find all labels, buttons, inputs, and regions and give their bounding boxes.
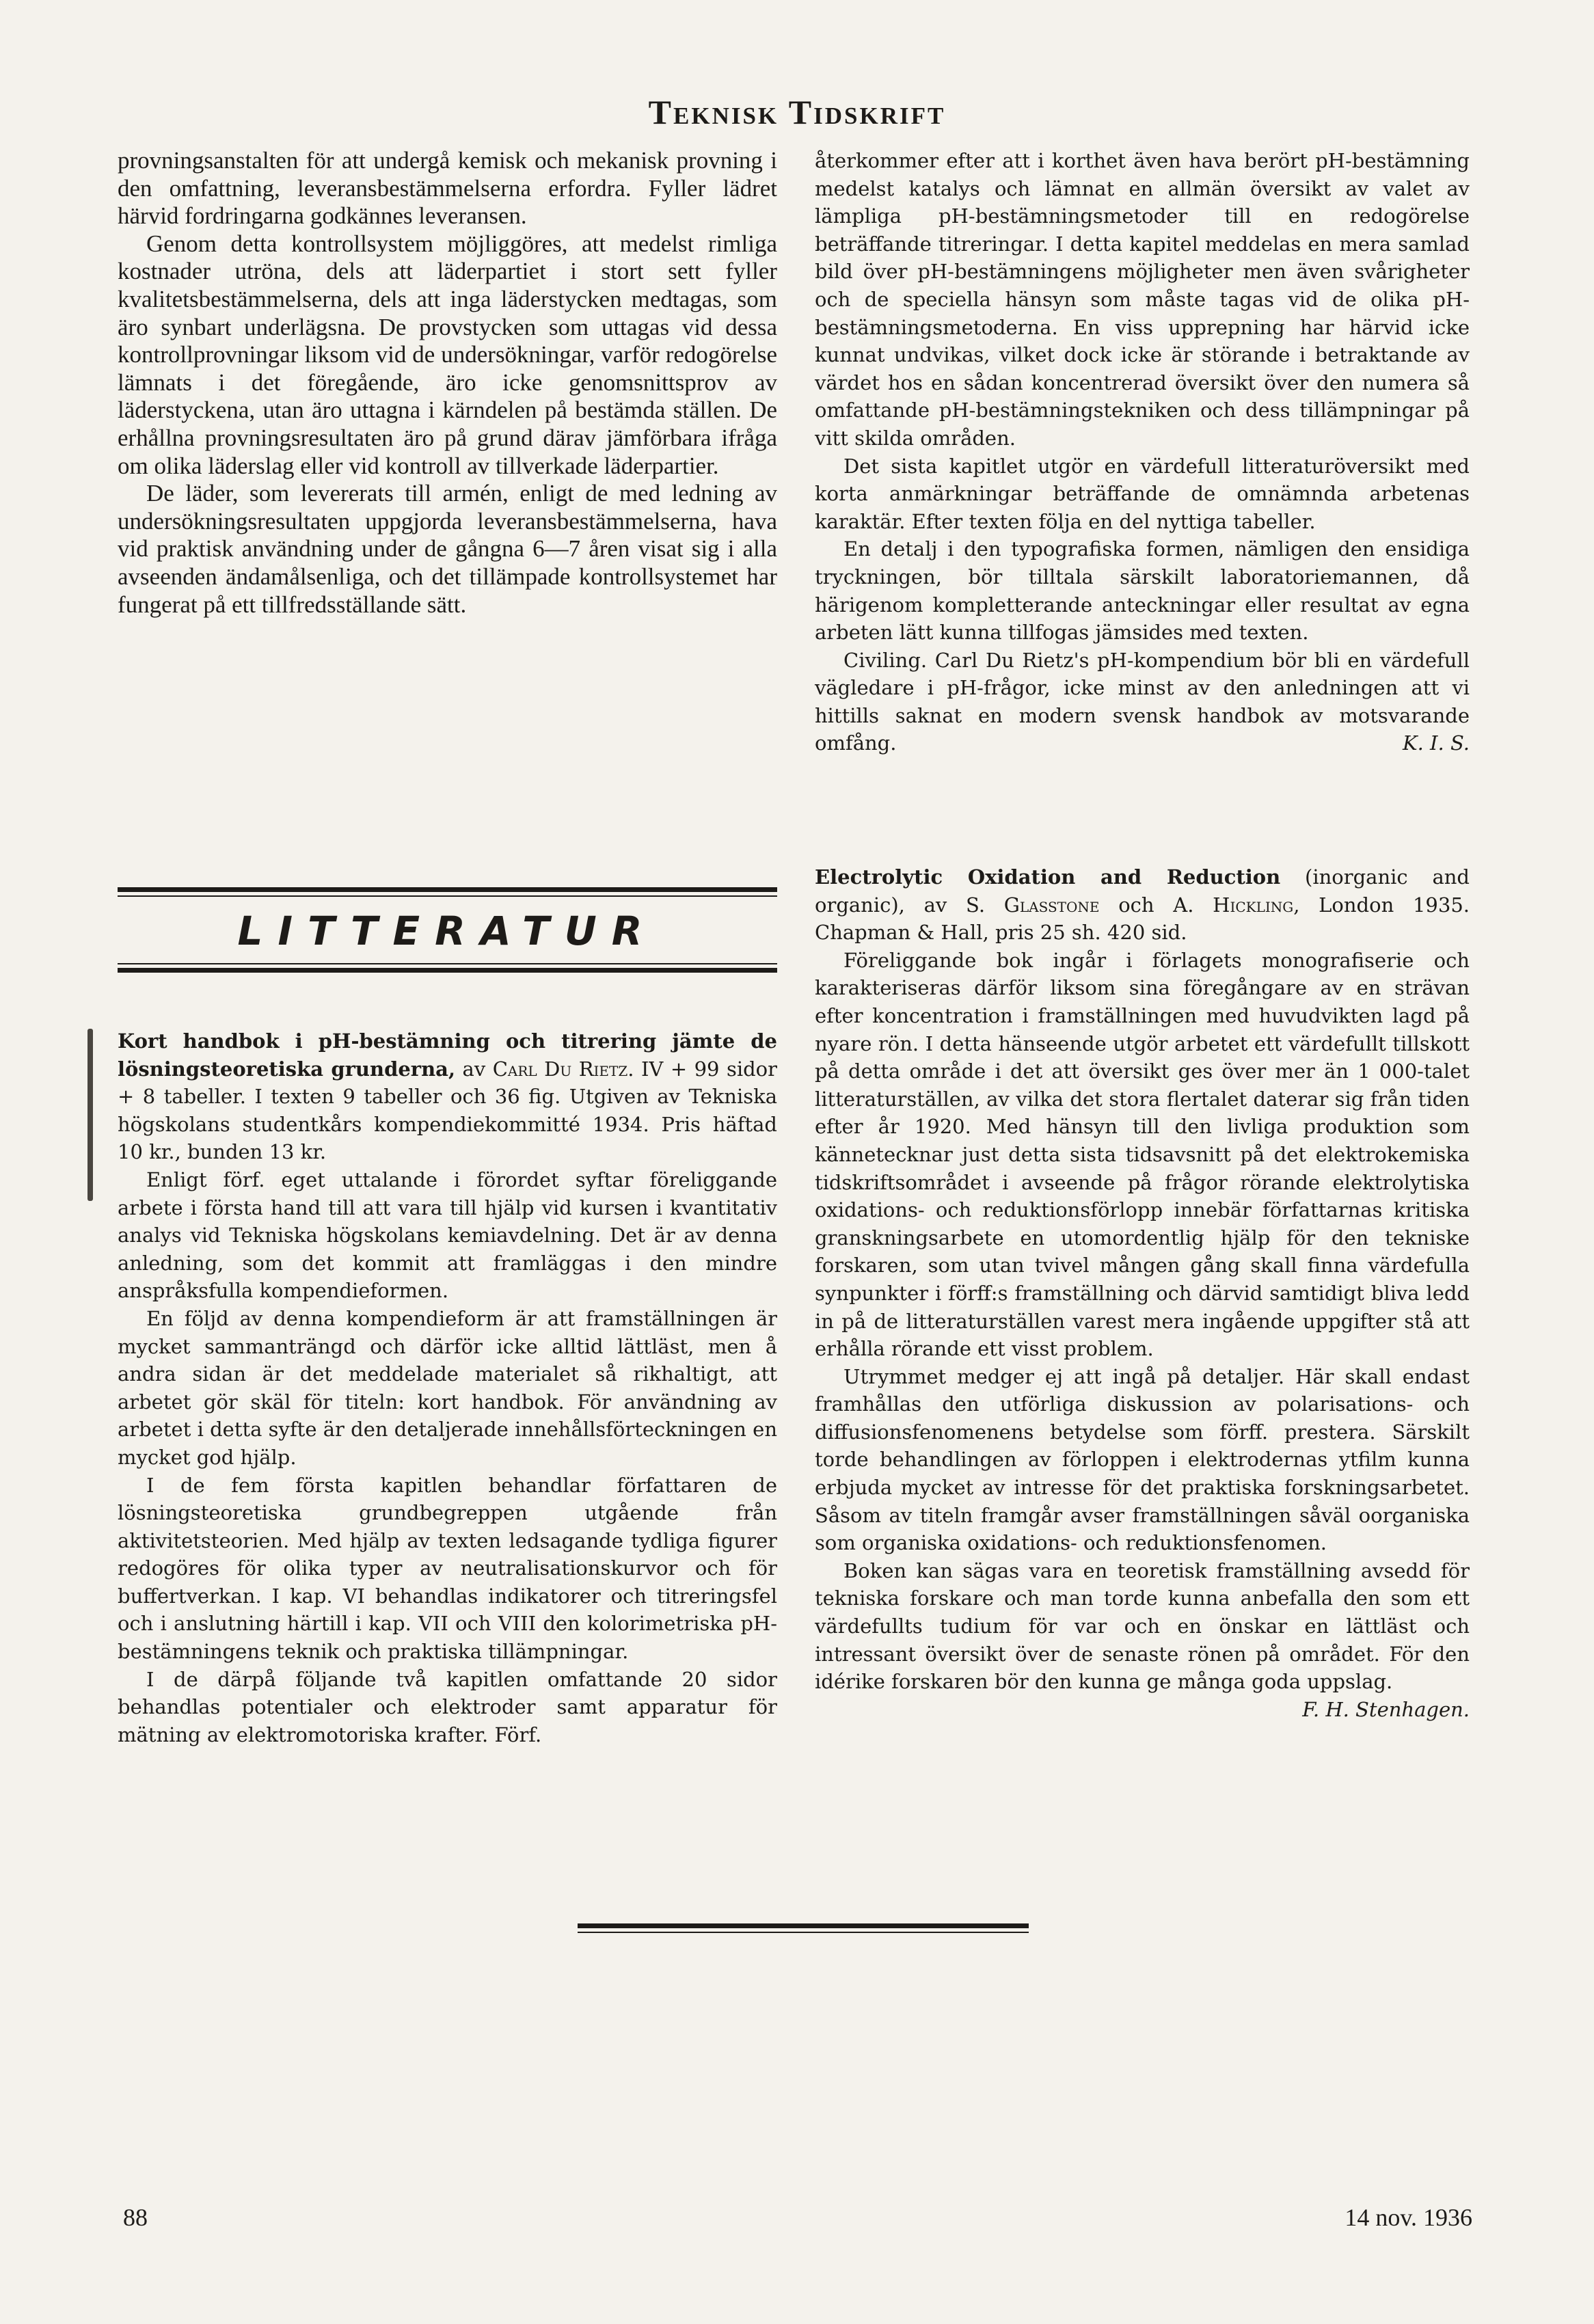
signature: F. H. Stenhagen. xyxy=(1302,1697,1470,1721)
divider xyxy=(118,963,777,964)
review-electrolytic-oxidation xyxy=(815,863,1470,1723)
divider xyxy=(118,887,777,892)
and-text: och xyxy=(1099,893,1174,917)
paragraph: Det sista kapitlet utgör en värdefull litteraturöversikt med korta anmärkningar beträffande de omnämnda arbetenas karaktär. Efter texten följa en del nyttiga tabeller. xyxy=(815,454,1470,533)
review-citation xyxy=(815,863,1470,947)
section-title: LITTERATUR xyxy=(237,908,658,954)
book-title: Electrolytic Oxidation and Reduction xyxy=(815,865,1281,889)
by-text: av xyxy=(462,1057,486,1081)
paragraph: En detalj i den typografiska formen, nämligen den ensidiga tryckningen, bör tilltala särskilt laboratoriemannen, då härigenom kompletterande anteckningar eller resultat av egna arbeten lätt kunna tillfogas jämsides med texten. xyxy=(815,537,1470,645)
paragraph: Enligt förf. eget uttalande i förordet syftar föreliggande arbete i första hand till att vara till hjälp vid kursen i kvantitativ analys vid Tekniska högskolans kemiavdelning. Det är av denna anledning, som det kommit att framläggas i den mindre anspråksfulla kompendieformen. xyxy=(118,1167,777,1303)
divider xyxy=(578,1932,1029,1933)
page-number: 88 xyxy=(123,2204,148,2231)
paragraph xyxy=(815,1557,1470,1721)
paragraph: Utrymmet medger ej att ingå på detaljer. Här skall endast framhållas den utförliga diskussion av polarisations- och diffusionsfenomenens betydelse som förff. prestera. Särskilt torde behandlingen av förloppen i elektrodernas ytfilm kunna erbjuda mycket av intresse för det praktiska forskningsarbetet. Såsom av titeln framgår avser framställningen såväl oorganiska som organiska oxidations- och reduktionsfenomen. xyxy=(815,1364,1470,1555)
divider xyxy=(578,1923,1029,1928)
paragraph: provningsanstalten för att undergå kemisk och mekanisk provning i den omfattning, leveransbestämmelserna erfordra. Fyller lädret härvid fordringarna godkännes leveransen. xyxy=(118,147,777,230)
book-author: A. Hickling xyxy=(1173,893,1294,917)
section-heading-band xyxy=(118,887,777,977)
divider xyxy=(118,895,777,897)
paragraph: I de därpå följande två kapitlen omfattande 20 sidor behandlas potentialer och elektroder samt apparatur för mätning av elektromotoriska krafter. Förf. xyxy=(118,1667,777,1746)
review-citation xyxy=(118,1027,777,1166)
book-author: Carl Du Rietz xyxy=(492,1057,628,1081)
paragraph: återkommer efter att i korthet även hava berört pH-bestämning medelst katalys och lämnat en allmän översikt av valet av lämpliga pH-bestämningsmetoder till en redogörelse beträffande titreringar. I detta kapitel meddelas en mera samlad bild över pH-bestämningens möjligheter men även svårigheter och de speciella hänsyn som måste tagas vid de olika pH-bestämningsmetoderna. En viss upprepning har härvid icke kunnat undvikas, vilket dock icke är störande i betraktande av värdet hos en sådan koncentrerad översikt över den numera så omfattande pH-bestämningstekniken och dess tillämpningar på vitt skilda områden. xyxy=(815,149,1470,450)
book-details: , London 1935. Chapman & Hall, pris 25 sh. 420 sid. xyxy=(815,893,1470,945)
paragraph: En följd av denna kompendieform är att framställningen är mycket sammanträngd och därför icke alltid lättläst, men å andra sidan är det meddelade materialet så rikhaltigt, att arbetet gör skäl för titeln: kort handbok. För användning av arbetet i detta syfte är den detaljerade innehållsförteckningen en mycket god hjälp. xyxy=(118,1306,777,1469)
journal-header: Teknisk Tidskrift xyxy=(648,93,946,131)
paragraph-text: Boken kan sägas vara en teoretisk framställning avsedd för tekniska forskare och man torde kunna anbefalla den som ett värdefullts tudium för var och en önskar en lättläst och intressant översikt över de senaste rönen på området. För den idérike forskaren bör den kunna ge många goda uppslag. xyxy=(815,1558,1470,1694)
review-pH-handbook xyxy=(118,1027,777,1748)
paragraph: Föreliggande bok ingår i förlagets monografiserie och karakteriseras därför liksom sina föregångare av en strävan efter koncentration i framställningen med huvudvikten lagd på nyare rön. I detta hänseende utgör arbetet ett värdefullt tillskott på detta område i det att översikt ges över mer än 1 000-talet litteraturställen, av vilka det stora flertalet daterar sig från tiden efter år 1920. Med hänsyn till den livliga produktion som kännetecknar just detta sista tidsavsnitt på det elektrokemiska tidskriftsområdet i avseende på frågor rörande elektrolytiska oxidations- och reduktionsförlopp innebär författarnas kritiska granskningsarbete en utomordentlig hjälp för den tekniske forskaren, som utan tvivel mången gång skall finna värdefulla synpunkter i förff:s framställning och därvid samtidigt bliva ledd in på de litteraturställen varest mera ingående uppgifter stå att erhålla rörande ett visst problem. xyxy=(815,948,1470,1361)
divider xyxy=(118,968,777,973)
book-details: . IV + 99 sidor + 8 tabeller. I texten 9 tabeller och 36 fig. Utgiven av Tekniska högskolans studentkårs kompendiekommitté 1934. Pris häftad 10 kr., bunden 13 kr. xyxy=(118,1057,778,1164)
left-column-article xyxy=(118,147,777,619)
book-subtitle: (inorganic and organic), av xyxy=(815,865,1470,917)
book-author: S. Glasstone xyxy=(965,893,1100,917)
paragraph xyxy=(815,647,1470,757)
signature: K. I. S. xyxy=(1402,731,1470,755)
paragraph: De läder, som levererats till armén, enligt de med ledning av undersökningsresultaten uppgjorda leveransbestämmelserna, hava vid praktisk användning under de gångna 6—7 åren visat sig i alla avseenden ändamålsenliga, och det tillämpade kontrollsystemet har fungerat på ett tillfredsställande sätt. xyxy=(118,480,777,618)
margin-mark xyxy=(87,1029,93,1201)
book-title: Kort handbok i pH-bestämning och titrering jämte de lösningsteoretiska grunderna, xyxy=(118,1029,777,1081)
issue-date: 14 nov. 1936 xyxy=(1345,2204,1472,2231)
paragraph: Genom detta kontrollsystem möjliggöres, att medelst rimliga kostnader utröna, dels att läderpartiet i stort sett fyller kvalitetsbestämmelserna, dels att inga läderstycken medtagas, som äro synbart underlägsna. De provstycken som uttagas vid dessa kontrollprovningar liksom vid de undersökningar, varför redogörelse lämnats i det föregående, äro icke genomsnittsprov av läderstyckena, utan äro uttagna i kärndelen på bestämda ställen. De erhållna provningsresultaten äro på grund därav jämförbara ifråga om olika läderslag eller vid kontroll av tillverkade läderpartier. xyxy=(118,230,777,479)
right-column-review-continued xyxy=(815,147,1470,757)
paragraph-text: Civiling. Carl Du Rietz's pH-kompendium bör bli en värdefull vägledare i pH-frågor, icke minst av den anledningen att vi hittills saknat en modern svensk handbok av motsvarande omfång. xyxy=(815,648,1470,755)
paragraph: I de fem första kapitlen behandlar författaren de lösningsteoretiska grundbegreppen utgående från aktivitetsteorien. Med hjälp av texten ledsagande tydliga figurer redogöres för olika typer av neutralisationskurvor och för buffertverkan. I kap. VI behandlas indikatorer och titreringsfel och i anslutning härtill i kap. VII och VIII den kolorimetriska pH-bestämningens teknik och praktiska tillämpningar. xyxy=(118,1473,777,1664)
